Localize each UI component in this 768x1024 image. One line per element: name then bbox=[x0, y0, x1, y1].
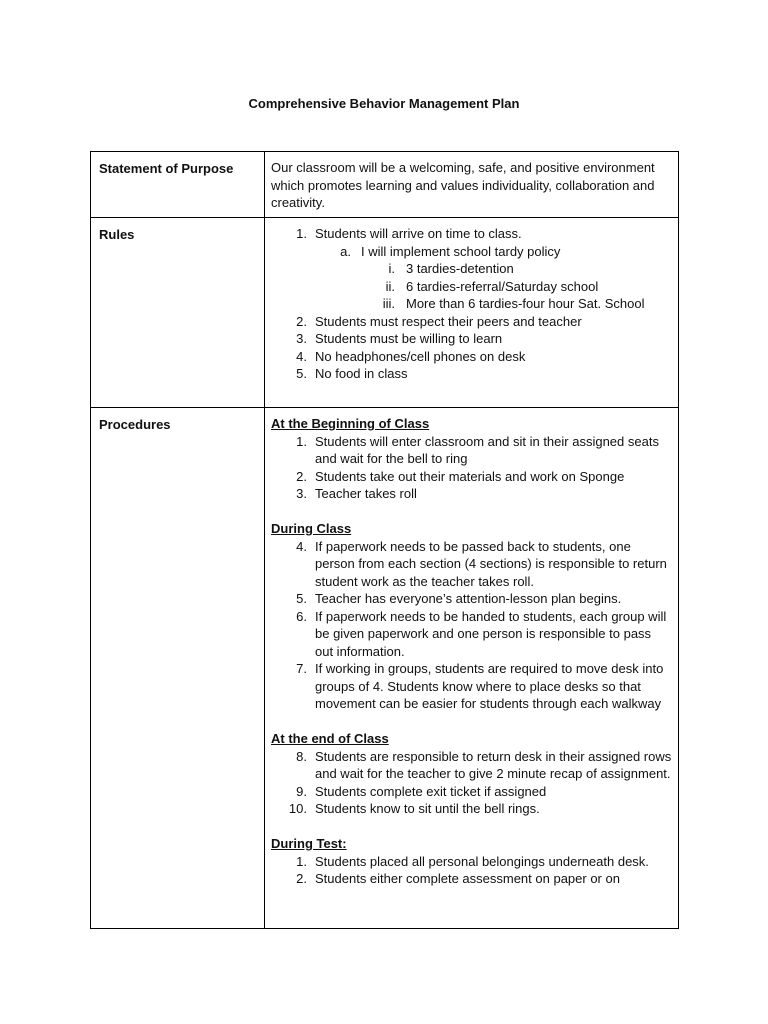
procedures-content bbox=[265, 408, 679, 929]
procedure-item: 10. Students know to sit until the bell rings. bbox=[288, 801, 540, 816]
purpose-text: Our classroom will be a welcoming, safe, and positive environment which promotes learning and values individuality, collaboration and creativity. bbox=[271, 160, 655, 210]
procedure-item: 4. If paperwork needs to be passed back to students, one person from each section (4 sections) is responsible to return student work as the teacher takes roll. bbox=[296, 538, 667, 589]
rule-subsubitem: ii. 6 tardies-referral/Saturday school bbox=[385, 278, 599, 294]
rules-content bbox=[265, 218, 679, 408]
procedures-label: Procedures bbox=[91, 408, 265, 929]
rule-item: 2. Students must respect their peers and teacher bbox=[296, 313, 582, 329]
section-heading-test: During Test: bbox=[271, 836, 347, 851]
section-heading-during: During Class bbox=[271, 521, 352, 536]
section-heading-end: At the end of Class bbox=[271, 731, 389, 746]
procedure-item: 9. Students complete exit ticket if assigned bbox=[296, 783, 547, 799]
section-heading-beginning: At the Beginning of Class bbox=[271, 416, 430, 431]
procedure-item: 5. Teacher has everyone’s attention-lesson plan begins. bbox=[296, 591, 622, 606]
procedure-item: 1. Students will enter classroom and sit in their assigned seats and wait for the bell to ring bbox=[296, 433, 659, 466]
procedure-item: 8. Students are responsible to return desk in their assigned rows and wait for the teacher to give 2 minute recap of assignment. bbox=[296, 748, 672, 781]
purpose-row bbox=[91, 152, 679, 218]
purpose-content bbox=[265, 152, 679, 218]
procedure-item: 6. If paperwork needs to be handed to students, each group will be given paperwork and one person is responsible to pass out information. bbox=[296, 608, 667, 659]
rules-row bbox=[91, 218, 679, 408]
rule-subsubitem: iii. More than 6 tardies-four hour Sat. School bbox=[382, 296, 645, 311]
rule-item: 5. No food in class bbox=[296, 366, 408, 381]
procedure-item: 2. Students either complete assessment on paper or on bbox=[296, 871, 620, 886]
purpose-label: Statement of Purpose bbox=[91, 152, 265, 218]
rules-label: Rules bbox=[91, 218, 265, 408]
procedures-row bbox=[91, 408, 679, 929]
document-title: Comprehensive Behavior Management Plan bbox=[248, 96, 520, 111]
procedure-item: 7. If working in groups, students are required to move desk into groups of 4. Students know where to place desks so that movement can be easier for students through each walkway bbox=[296, 661, 664, 711]
rule-item: 3. Students must be willing to learn bbox=[296, 331, 503, 346]
procedure-item: 2. Students take out their materials and work on Sponge bbox=[296, 468, 625, 484]
procedure-item: 3. Teacher takes roll bbox=[296, 486, 417, 501]
rule-item: 4. No headphones/cell phones on desk bbox=[296, 348, 526, 364]
procedure-item: 1. Students placed all personal belongings underneath desk. bbox=[296, 853, 649, 869]
rule-subitem: a. I will implement school tardy policy bbox=[340, 243, 561, 259]
behavior-plan-table bbox=[90, 151, 679, 929]
rule-subsubitem: i. 3 tardies-detention bbox=[388, 261, 514, 276]
rule-item: 1. Students will arrive on time to class. bbox=[296, 226, 522, 241]
